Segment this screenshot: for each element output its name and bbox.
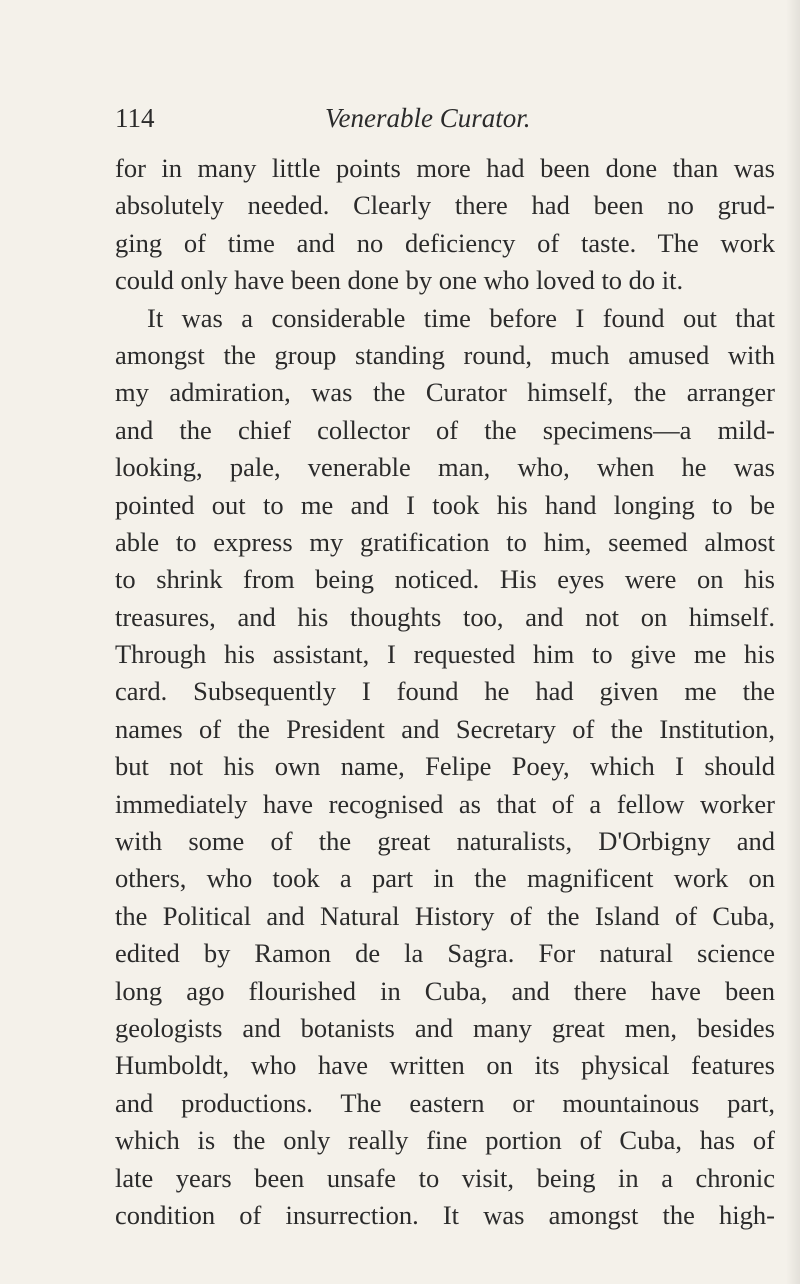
text-line: looking, pale, venerable man, who, when he was xyxy=(115,452,775,483)
text-line: able to express my gratification to him, seemed almost xyxy=(115,526,775,557)
text-line: with some of the great naturalists, D'Orbigny and xyxy=(115,826,775,857)
text-line: absolutely needed. Clearly there had been no grud- xyxy=(115,190,775,221)
text-line: long ago flourished in Cuba, and there have been xyxy=(115,975,775,1006)
text-line: my admiration, was the Curator himself, the arranger xyxy=(115,377,775,408)
text-line: Humboldt, who have written on its physical features xyxy=(115,1050,775,1081)
text-line: which is the only really fine portion of Cuba, has of xyxy=(115,1125,775,1156)
text-line: condition of insurrection. It was amongst the high- xyxy=(115,1199,775,1230)
text-line: edited by Ramon de la Sagra. For natural science xyxy=(115,938,775,969)
text-line: pointed out to me and I took his hand longing to be xyxy=(115,489,775,520)
text-line: but not his own name, Felipe Poey, which I should xyxy=(115,751,775,782)
text-line: and productions. The eastern or mountainous part, xyxy=(115,1087,775,1118)
text-line: could only have been done by one who loved to do it. xyxy=(115,265,684,296)
text-line: names of the President and Secretary of the Institution, xyxy=(115,713,775,744)
text-line: the Political and Natural History of the Island of Cuba, xyxy=(115,900,775,931)
text-line: treasures, and his thoughts too, and not on himself. xyxy=(115,601,775,632)
text-line: others, who took a part in the magnificent work on xyxy=(115,863,775,894)
text-line: card. Subsequently I found he had given me the xyxy=(115,676,775,707)
text-line: late years been unsafe to visit, being in a chronic xyxy=(115,1162,775,1193)
page-edge-shadow xyxy=(786,0,800,1284)
text-line: amongst the group standing round, much amused with xyxy=(115,339,775,370)
body-text xyxy=(115,150,775,1234)
running-title: Venerable Curator. xyxy=(325,103,531,133)
text-line: Through his assistant, I requested him to give me his xyxy=(115,639,775,670)
page-number: 114 xyxy=(115,103,155,133)
text-line: geologists and botanists and many great men, besides xyxy=(115,1012,775,1043)
text-line: It was a considerable time before I found out that xyxy=(147,302,775,333)
page-header xyxy=(115,103,755,147)
text-line: to shrink from being noticed. His eyes were on his xyxy=(115,564,775,595)
text-line: immediately have recognised as that of a fellow worker xyxy=(115,788,775,819)
text-line: ging of time and no deficiency of taste. The work xyxy=(115,227,775,258)
text-line: and the chief collector of the specimens—a mild- xyxy=(115,414,775,445)
text-line: for in many little points more had been done than was xyxy=(115,153,775,183)
